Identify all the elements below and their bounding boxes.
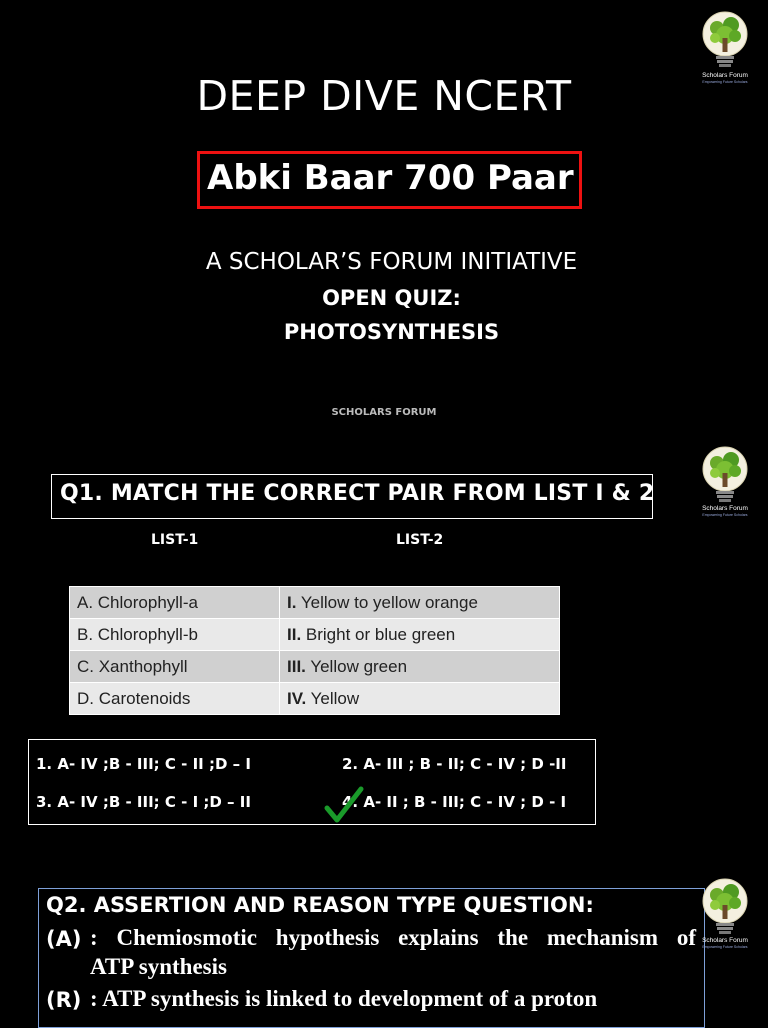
list-1-cell: A. Chlorophyll-a (70, 587, 280, 619)
tree-bulb-icon (697, 443, 753, 507)
list-1-header: LIST-1 (151, 532, 199, 548)
slide-footer: SCHOLARS FORUM (331, 407, 437, 418)
logo-name: Scholars Forum (702, 72, 748, 79)
slogan-text: Abki Baar 700 Paar (207, 158, 574, 198)
list-2-header: LIST-2 (396, 532, 444, 548)
quiz-topic: PHOTOSYNTHESIS (283, 320, 500, 344)
reason-label: (R) (46, 988, 82, 1012)
initiative-text: A SCHOLAR’S FORUM INITIATIVE (205, 249, 578, 275)
tree-bulb-icon (697, 8, 753, 72)
question-title: Q1. MATCH THE CORRECT PAIR FROM LIST I & 2 (60, 481, 655, 506)
reason-text: : ATP synthesis is linked to development of a proton (90, 986, 598, 1011)
list-1-cell: C. Xanthophyll (70, 651, 280, 683)
table-row (70, 619, 560, 651)
options-box (28, 739, 596, 825)
scholars-forum-logo (697, 443, 753, 523)
list-2-text: Yellow green (305, 656, 408, 676)
answer-option-3[interactable]: 3. A- IV ;B - III; C - I ;D – II (36, 793, 251, 811)
list-2-text: Bright or blue green (301, 624, 456, 644)
list-1-cell: D. Carotenoids (70, 683, 280, 715)
roman-numeral: IV. (287, 688, 307, 708)
list-1-cell: B. Chlorophyll-b (70, 619, 280, 651)
answer-option-1[interactable]: 1. A- IV ;B - III; C - II ;D – I (36, 755, 251, 773)
logo-tagline: Empowering Future Scholars (702, 80, 748, 84)
list-2-text: Yellow to yellow orange (296, 592, 478, 612)
answer-option-2[interactable]: 2. A- III ; B - II; C - IV ; D -II (342, 755, 567, 773)
logo-tagline: Empowering Future Scholars (702, 945, 748, 949)
match-table (69, 586, 560, 715)
list-2-text: Yellow (306, 688, 360, 708)
slide-title: DEEP DIVE NCERT (196, 72, 572, 120)
logo-tagline: Empowering Future Scholars (702, 513, 748, 517)
tree-bulb-icon (697, 875, 753, 939)
assertion-text-continued: ATP synthesis (90, 954, 227, 979)
assertion-text: : Chemiosmotic hypothesis explains the mechanism of (90, 925, 696, 950)
list-2-cell (280, 619, 560, 651)
table-row (70, 587, 560, 619)
list-2-cell (280, 683, 560, 715)
answer-option-4[interactable]: 4. A- II ; B - III; C - IV ; D - I (342, 793, 567, 811)
checkmark-icon (324, 786, 364, 824)
quiz-label: OPEN QUIZ: (322, 286, 461, 310)
roman-numeral: III. (287, 656, 306, 676)
assertion-label: (A) (46, 927, 82, 951)
logo-name: Scholars Forum (702, 937, 748, 944)
roman-numeral: I. (287, 592, 297, 612)
scholars-forum-logo (697, 875, 753, 955)
logo-name: Scholars Forum (702, 505, 748, 512)
list-2-cell (280, 587, 560, 619)
roman-numeral: II. (287, 624, 302, 644)
table-row (70, 651, 560, 683)
list-2-cell (280, 651, 560, 683)
table-row (70, 683, 560, 715)
question-title: Q2. ASSERTION AND REASON TYPE QUESTION: (46, 893, 594, 917)
